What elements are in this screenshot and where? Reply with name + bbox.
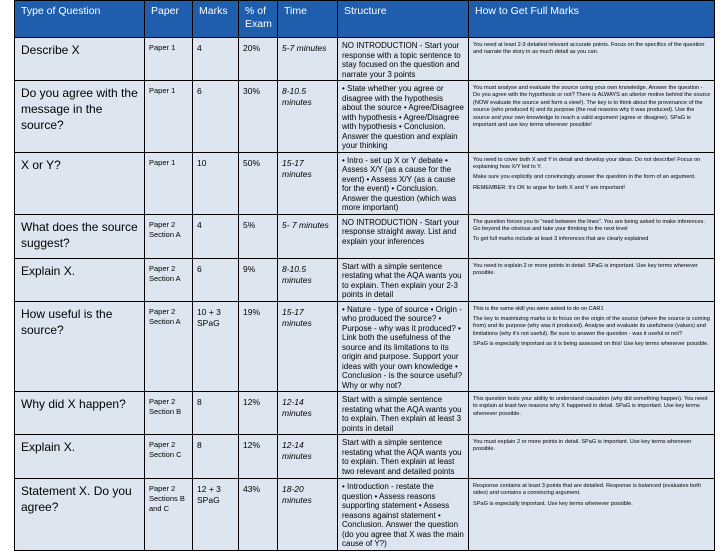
how-paragraph: SPaG is especially important as it is being assessed on this! Use key terms whenever possible. (473, 341, 709, 348)
how-paragraph: You must analyse and evaluate the source using your own knowledge. Answer the question - Do you agree with the hypothesis or not? There is ALWAYS an ulterior motive behind the source (NOW evaluate the source and form a view!). The key is to think about the provenance of the source (who produced it) and its purpose (the real reasons why it was produced). Use the source and your own knowledge to reach a valid argument (agree or disagree). SPaG is important and use key terms wherever possible! (473, 85, 711, 129)
time-cell: 15-17 minutes (278, 152, 338, 214)
percent-of-exam-cell: 5% (239, 214, 278, 258)
how-paragraph: The key to maximizing marks is to focus on the origin of the source (where the source is coming from) and its purpose (why was it produced). Analyse and evaluate its usefulness (values) and limitations (why it's not useful). Be sure to answer the question - was it useful or not? (473, 315, 710, 337)
how-to-get-full-marks-cell (469, 81, 715, 153)
table-row (15, 301, 715, 392)
question-type-cell: Explain X. (15, 258, 145, 301)
percent-of-exam-cell: 12% (239, 435, 278, 479)
marks-cell: 4 (193, 38, 239, 81)
header-marks: Marks (193, 1, 239, 38)
marks-cell: 10 + 3 SPaG (193, 301, 239, 392)
table-row (15, 258, 715, 301)
question-type-cell: What does the source suggest? (15, 214, 145, 258)
header-how-to-get-full-marks: How to Get Full Marks (469, 1, 715, 38)
structure-cell: • Nature - type of source • Origin - who produced the source? • Purpose - why was it produced? • Link both the usefulness of the source and its limitations to its origin and purpose. Support your ideas with your own knowledge • Conclusion - is the source useful? Why or why not? (338, 301, 469, 392)
marks-cell: 6 (193, 258, 239, 301)
paper-cell: Paper 2 Section A (145, 214, 193, 258)
paper-cell: Paper 2 Section A (145, 301, 193, 392)
paper-cell: Paper 1 (145, 38, 193, 81)
structure-cell: Start with a simple sentence restating what the AQA wants you to explain. Then explain your 2-3 points in detail (338, 258, 469, 301)
marks-cell: 10 (193, 152, 239, 214)
how-paragraph: This question tests your ability to understand causation (why did something happen). You need to explain at least two reasons why X happened in detail. SPaG is important. Use key terms whenever possible. (473, 396, 708, 417)
percent-of-exam-cell: 50% (239, 152, 278, 214)
table-row (15, 392, 715, 435)
how-paragraph: To get full marks include at least 3 inferences that are clearly explained (473, 236, 649, 243)
question-type-cell: X or Y? (15, 152, 145, 214)
paper-cell: Paper 1 (145, 152, 193, 214)
table-row (15, 81, 715, 153)
how-to-get-full-marks-cell (469, 258, 715, 301)
marks-cell: 8 (193, 392, 239, 435)
paper-cell: Paper 1 (145, 81, 193, 153)
header-time: Time (278, 1, 338, 38)
time-cell: 18-20 minutes (278, 479, 338, 551)
how-to-get-full-marks-cell (469, 301, 715, 392)
how-to-get-full-marks-cell (469, 152, 715, 214)
how-to-get-full-marks-cell (469, 214, 715, 258)
how-paragraph: You need at least 2-3 detailed relevant accurate points. Focus on the specifics of the question and narrate the story in as much detail as you can. (473, 42, 705, 56)
paper-cell: Paper 2 Sections B and C (145, 479, 193, 551)
how-paragraph: Response contains at least 3 points that are detailed. Response is balanced (evaluates both sides) and contains a convincing argument. (473, 483, 701, 497)
marks-cell: 12 + 3 SPaG (193, 479, 239, 551)
time-cell: 8-10.5 minutes (278, 81, 338, 153)
header-structure: Structure (338, 1, 469, 38)
paper-cell: Paper 2 Section C (145, 435, 193, 479)
structure-cell: Start with a simple sentence restating what the AQA wants you to explain. Then explain at least two relevant and detailed points (338, 435, 469, 479)
table-row (15, 152, 715, 214)
percent-of-exam-cell: 9% (239, 258, 278, 301)
marks-cell: 8 (193, 435, 239, 479)
paper-cell: Paper 2 Section B (145, 392, 193, 435)
time-cell: 5- 7 minutes (278, 214, 338, 258)
how-paragraph: SPaG is especially important. Use key terms whenever possible. (473, 500, 633, 507)
how-paragraph: Make sure you explicitly and convincingly answer the question in the form of an argument. (473, 174, 696, 181)
time-cell: 15-17 minutes (278, 301, 338, 392)
percent-of-exam-cell: 20% (239, 38, 278, 81)
header-paper: Paper (145, 1, 193, 38)
paper-cell: Paper 2 Section A (145, 258, 193, 301)
how-to-get-full-marks-cell (469, 392, 715, 435)
time-cell: 5-7 minutes (278, 38, 338, 81)
exam-question-table (14, 0, 715, 551)
percent-of-exam-cell: 19% (239, 301, 278, 392)
how-paragraph: This is the same skill you were asked to do on CAR1 (473, 305, 604, 312)
question-type-cell: How useful is the source? (15, 301, 145, 392)
structure-cell: NO INTRODUCTION - Start your response straight away. List and explain your inferences (338, 214, 469, 258)
structure-cell: • State whether you agree or disagree with the hypothesis about the source • Agree/Disagree with hypothesis • Agree/Disagree with hypothesis • Conclusion. Answer the question and explain your thinking (338, 81, 469, 153)
time-cell: 8-10.5 minutes (278, 258, 338, 301)
structure-cell: • Introduction - restate the question • Assess reasons supporting statement • Assess reasons against statement • Conclusion. Answer the question (do you agree that X was the main cause of Y?) (338, 479, 469, 551)
question-type-cell: Explain X. (15, 435, 145, 479)
header-percent-of-exam: % of Exam (239, 1, 278, 38)
table-row (15, 435, 715, 479)
how-paragraph: You need to explain 2 or more points in detail. SPaG is important. Use key terms whenever possible. (473, 262, 698, 276)
how-paragraph: You need to cover both X and Y in detail and develop your ideas. Do not describe! Focus on explaining how X/Y led to Y. (473, 156, 701, 170)
question-type-cell: Statement X. Do you agree? (15, 479, 145, 551)
marks-cell: 4 (193, 214, 239, 258)
header-type: Type of Question (15, 1, 145, 38)
how-to-get-full-marks-cell (469, 38, 715, 81)
structure-cell: • Intro - set up X or Y debate • Assess X/Y (as a cause for the event) • Assess X/Y (as a cause for the event) • Conclusion. Answer the question (which was more important) (338, 152, 469, 214)
question-type-cell: Do you agree with the message in the source? (15, 81, 145, 153)
how-paragraph: REMEMBER: It's OK to argue for both X and Y are important! (473, 184, 625, 191)
structure-cell: Start with a simple sentence restating what the AQA wants you to explain. Then explain at least 3 points in detail (338, 392, 469, 435)
table-row (15, 479, 715, 551)
question-type-cell: Why did X happen? (15, 392, 145, 435)
percent-of-exam-cell: 43% (239, 479, 278, 551)
question-type-cell: Describe X (15, 38, 145, 81)
how-paragraph: You must explain 2 or more points in detail. SPaG is important. Use key terms whenever possible. (473, 439, 692, 453)
time-cell: 12-14 minutes (278, 392, 338, 435)
percent-of-exam-cell: 30% (239, 81, 278, 153)
percent-of-exam-cell: 12% (239, 392, 278, 435)
table-row (15, 38, 715, 81)
structure-cell: NO INTRODUCTION - Start your response with a topic sentence to stay focused on the question and narrate your 3 points (338, 38, 469, 81)
how-to-get-full-marks-cell (469, 479, 715, 551)
time-cell: 12-14 minutes (278, 435, 338, 479)
header-row (15, 1, 715, 38)
table-row (15, 214, 715, 258)
how-paragraph: The question forces you to "read between the lines". You are being asked to make inferences. Go beyond the obvious and take your thinking to the next level (473, 218, 705, 232)
how-to-get-full-marks-cell (469, 435, 715, 479)
marks-cell: 6 (193, 81, 239, 153)
